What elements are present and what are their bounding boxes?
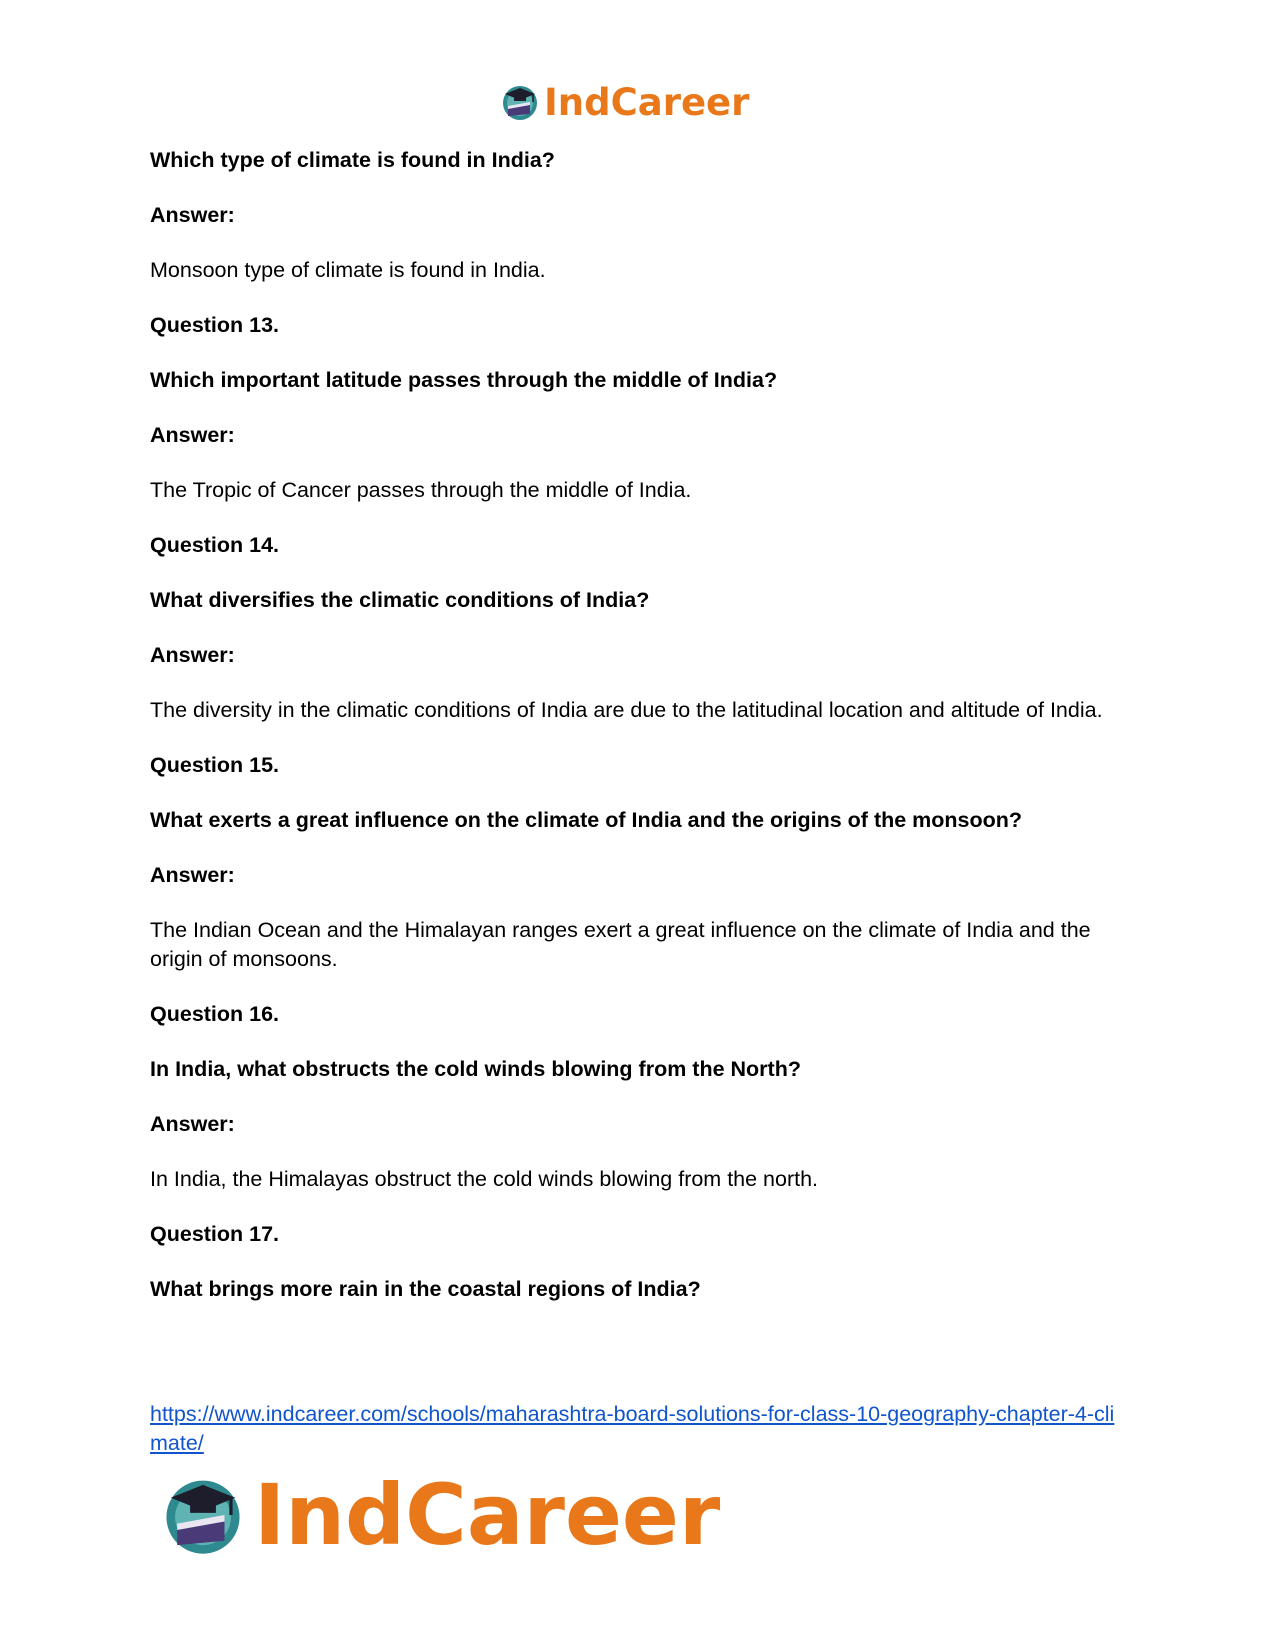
document-body bbox=[150, 146, 1130, 1330]
footer-logo bbox=[160, 1466, 721, 1564]
source-link[interactable]: https://www.indcareer.com/schools/maharashtra-board-solutions-for-class-10-geography-chapter-4-climate/ bbox=[150, 1402, 1115, 1455]
question-text: What diversifies the climatic conditions of India? bbox=[150, 588, 650, 612]
footer-logo-text: IndCareer bbox=[254, 1466, 721, 1564]
header-logo-text: IndCareer bbox=[544, 80, 750, 124]
answer-label: Answer: bbox=[150, 203, 235, 227]
answer-text: In India, the Himalayas obstruct the cold winds blowing from the north. bbox=[150, 1167, 819, 1191]
question-number: Question 15. bbox=[150, 753, 280, 777]
question-text: What brings more rain in the coastal regions of India? bbox=[150, 1277, 701, 1301]
question-text: In India, what obstructs the cold winds blowing from the North? bbox=[150, 1057, 801, 1081]
answer-label: Answer: bbox=[150, 863, 235, 887]
question-number: Question 14. bbox=[150, 533, 280, 557]
logo-emblem-icon bbox=[500, 82, 540, 122]
question-number: Question 17. bbox=[150, 1222, 280, 1246]
answer-text: The Tropic of Cancer passes through the middle of India. bbox=[150, 478, 692, 502]
answer-label: Answer: bbox=[150, 1112, 235, 1136]
answer-text: Monsoon type of climate is found in India. bbox=[150, 258, 546, 282]
answer-label: Answer: bbox=[150, 423, 235, 447]
question-number: Question 16. bbox=[150, 1002, 280, 1026]
question-number: Question 13. bbox=[150, 313, 280, 337]
header-logo bbox=[500, 79, 749, 125]
question-text: Which important latitude passes through the middle of India? bbox=[150, 368, 778, 392]
answer-text: The Indian Ocean and the Himalayan ranges exert a great influence on the climate of India and the origin of monsoons. bbox=[150, 918, 1091, 971]
answer-label: Answer: bbox=[150, 643, 235, 667]
question-text: Which type of climate is found in India? bbox=[150, 148, 555, 172]
answer-text: The diversity in the climatic conditions of India are due to the latitudinal location and altitude of India. bbox=[150, 698, 1103, 722]
question-text: What exerts a great influence on the climate of India and the origins of the monsoon? bbox=[150, 808, 1023, 832]
logo-emblem-icon bbox=[160, 1472, 246, 1558]
